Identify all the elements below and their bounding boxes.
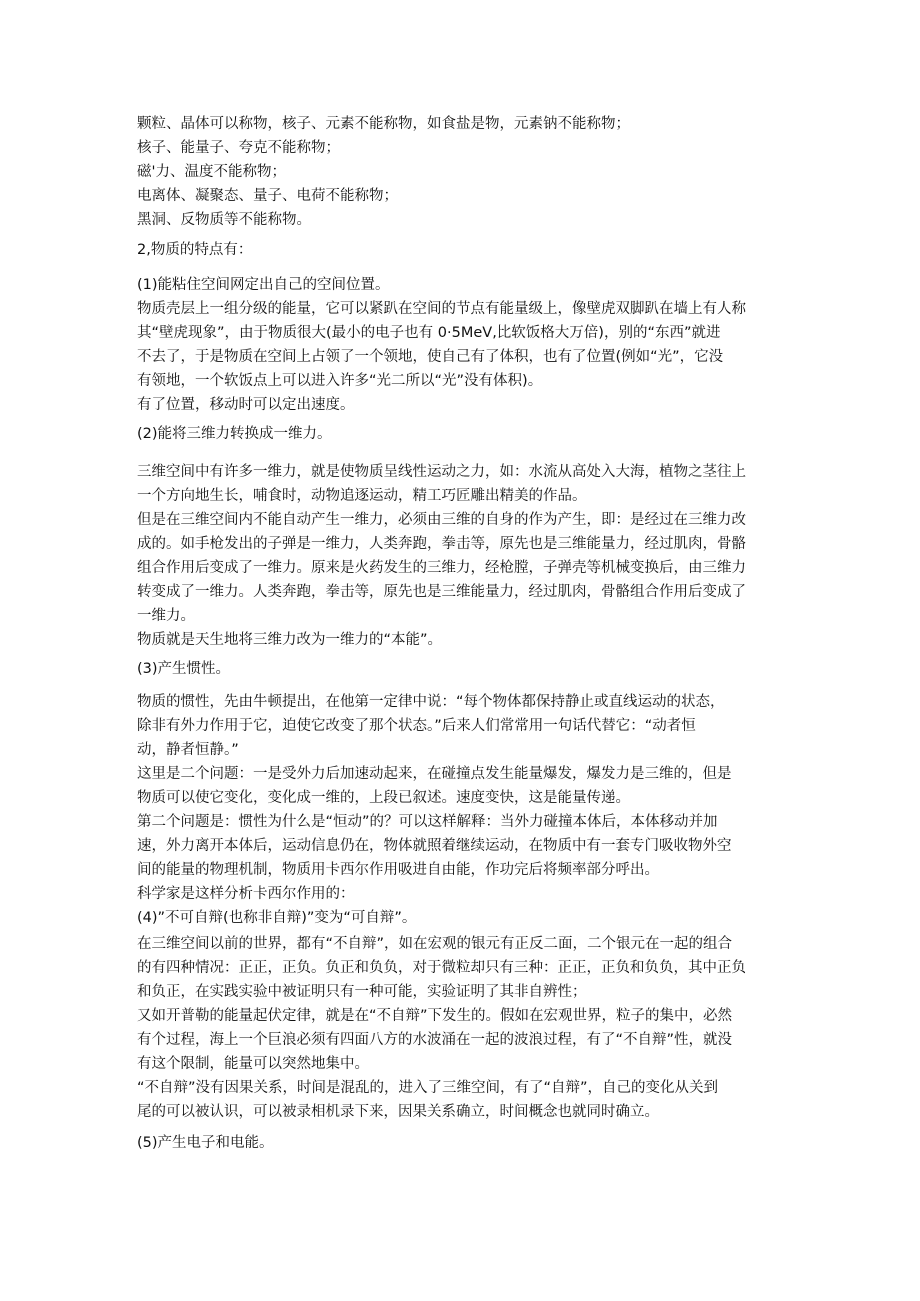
text-line: “不自辩”没有因果关系，时间是混乱的，进入了三维空间，有了“自辩”，自己的变化从关到 — [137, 1080, 719, 1096]
text-line: 有了位置，移动时可以定出速度。 — [137, 397, 355, 413]
text-line: 物质壳层上一组分级的能量，它可以紧趴在空间的节点有能量级上，像壁虎双脚趴在墙上有人称 — [137, 301, 746, 317]
text-line: 和负正，在实践实验中被证明只有一种可能，实验证明了其非自辨性； — [137, 984, 587, 1000]
text-line: 物质就是天生地将三维力改为一维力的“本能”。 — [137, 632, 443, 648]
text-line: 一个方向地生长，哺食时，动物追逐运动，精工巧匠雕出精美的作品。 — [137, 488, 587, 504]
subsection-heading: (3)产生惯性。 — [137, 661, 231, 677]
text-line: 黑洞、反物质等不能称物。 — [137, 212, 311, 228]
text-line: 间的能量的物理机制，物质用卡西尔作用吸进自由能，作功完后将频率部分呼出。 — [137, 862, 659, 878]
text-line: 物质的惯性，先由牛顿提出，在他第一定律中说：“每个物体都保持静止或直线运动的状态， — [137, 694, 725, 710]
text-line: 动，静者恒静。” — [137, 742, 239, 758]
text-line: 科学家是这样分析卡西尔作用的： — [137, 886, 355, 902]
text-line: 不去了，于是物质在空间上占领了一个领地，使自己有了体积，也有了位置(例如“光”，它没 — [137, 349, 724, 365]
text-line: 第二个问题是：惯性为什么是“恒动”的？可以这样解释：当外力碰撞本体后，本体移动并加 — [137, 814, 718, 830]
subsection-heading: (2)能将三维力转换成一维力。 — [137, 426, 332, 442]
text-line: 有领地，一个软饭点上可以进入许多“光二所以“光”没有体积)。 — [137, 373, 543, 389]
text-line: 电离体、凝聚态、量子、电荷不能称物； — [137, 188, 398, 204]
text-line: 磁'力、温度不能称物； — [137, 164, 286, 180]
text-line: 物质可以使它变化，变化成一维的，上段已叙述。速度变快，这是能量传递。 — [137, 790, 630, 806]
text-line: 一维力。 — [137, 608, 195, 624]
text-line: 转变成了一维力。人类奔跑，拳击等，原先也是三维能量力，经过肌肉，骨骼组合作用后变成了 — [137, 584, 746, 600]
subsection-heading: (4)”不可自辩(也称非自辩)”变为“可自辩”。 — [137, 910, 417, 926]
text-line: 这里是二个问题：一是受外力后加速动起来，在碰撞点发生能量爆发，爆发力是三维的，但是 — [137, 766, 732, 782]
subsection-heading: (1)能粘住空间网定出自己的空间位置。 — [137, 277, 390, 293]
text-line: 在三维空间以前的世界，都有“不自辩”，如在宏观的银元有正反二面，二个银元在一起的组合 — [137, 936, 733, 952]
text-line: 有这个限制，能量可以突然地集中。 — [137, 1056, 369, 1072]
text-line: 其“壁虎现象”，由于物质很大(最小的电子也有 0·5MeV,比软饭格大万倍)，别的“东西”就进 — [137, 325, 721, 341]
text-line: 颗粒、晶体可以称物，核子、元素不能称物，如食盐是物，元素钠不能称物； — [137, 116, 630, 132]
text-line: 有个过程，海上一个巨浪必须有四面八方的水波涌在一起的波浪过程，有了“不自辩”性，就没 — [137, 1032, 733, 1048]
subsection-heading: (5)产生电子和电能。 — [137, 1135, 274, 1151]
text-line: 又如开普勒的能量起伏定律，就是在“不自辩”下发生的。假如在宏观世界，粒子的集中，必然 — [137, 1008, 733, 1024]
text-line: 的有四种情况：正正，正负。负正和负负，对于微粒却只有三种：正正，正负和负负，其中正负 — [137, 960, 746, 976]
text-line: 三维空间中有许多一维力，就是使物质呈线性运动之力，如：水流从高处入大海，植物之茎往上 — [137, 464, 746, 480]
text-line: 除非有外力作用于它，迫使它改变了那个状态。”后来人们常常用一句话代替它：“动者恒 — [137, 718, 696, 734]
section-heading: 2,物质的特点有： — [137, 242, 253, 258]
text-line: 核子、能量子、夸克不能称物； — [137, 140, 340, 156]
text-line: 尾的可以被认识，可以被录相机录下来，因果关系确立，时间概念也就同时确立。 — [137, 1104, 659, 1120]
text-line: 成的。如手枪发出的子弹是一维力，人类奔跑，拳击等，原先也是三维能量力，经过肌肉，骨骼 — [137, 536, 746, 552]
text-line: 速，外力离开本体后，运动信息仍在，物体就照着继续运动，在物质中有一套专门吸收物外空 — [137, 838, 732, 854]
text-line: 但是在三维空间内不能自动产生一维力，必须由三维的自身的作为产生，即：是经过在三维力改 — [137, 512, 746, 528]
text-line: 组合作用后变成了一维力。原来是火药发生的三维力，经枪膛，子弹壳等机械变换后，由三维力 — [137, 560, 746, 576]
